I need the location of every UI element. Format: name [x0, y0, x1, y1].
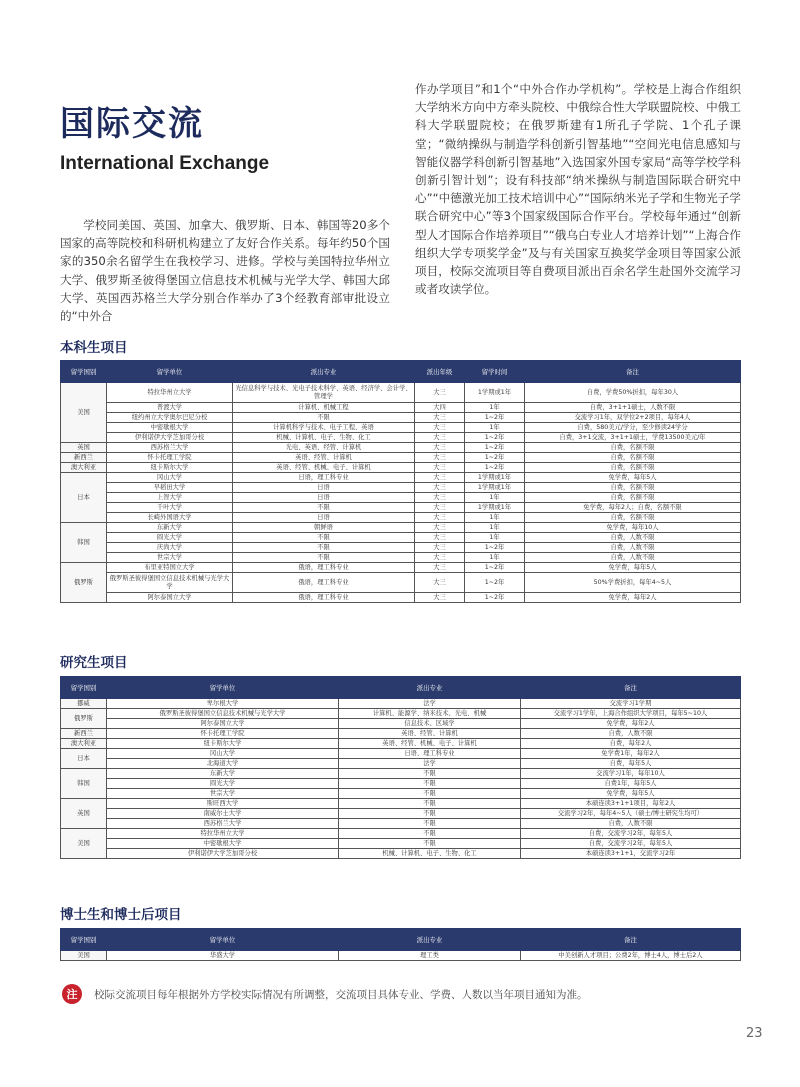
major-cell: 英语、经管、机械、电子、计算机: [339, 739, 521, 749]
note-cell: 自费，3+1交流，3+1+1硕士，学费13500美元/年: [525, 433, 741, 443]
country-cell: 日本: [61, 473, 107, 523]
major-cell: 日语，理工科专业: [233, 473, 415, 483]
table-row: [61, 819, 741, 829]
table-row: [61, 433, 741, 443]
major-cell: 机械、计算机、电子、生物、化工: [233, 433, 415, 443]
major-cell: 俄语，理工科专业: [233, 563, 415, 573]
table-row: [61, 809, 741, 819]
country-cell: 俄罗斯: [61, 709, 107, 729]
header-major: 派出专业: [233, 361, 415, 383]
header-note: 备注: [525, 361, 741, 383]
footnote-text: 校际交流项目每年根据外方学校实际情况有所调整，交流项目具体专业、学费、人数以当年项目通知为准。: [94, 988, 588, 1001]
school-cell: 伊利诺伊大学芝加哥分校: [107, 433, 233, 443]
note-cell: 自费，3+1+1硕士，人数不限: [525, 403, 741, 413]
doctoral-table: [60, 928, 741, 961]
note-cell: 自费，学费50%折扣，每年30人: [525, 383, 741, 403]
major-cell: 光电、英语、经管、计算机: [233, 443, 415, 453]
table-row: [61, 413, 741, 423]
school-cell: 西苏格兰大学: [107, 443, 233, 453]
time-cell: 1年: [465, 403, 525, 413]
time-cell: 1年: [465, 493, 525, 503]
table-row: [61, 789, 741, 799]
table-row: [61, 769, 741, 779]
header-time: 留学时间: [465, 361, 525, 383]
table-row: [61, 383, 741, 403]
school-cell: 圆光大学: [107, 779, 339, 789]
major-cell: 理工类: [339, 951, 521, 961]
note-cell: 自费，名额不限: [525, 453, 741, 463]
header-school: 留学单位: [107, 929, 339, 951]
note-icon: 注: [62, 984, 82, 1004]
header-note: 备注: [521, 677, 741, 699]
grade-cell: 大三: [415, 493, 465, 503]
major-cell: 计算机科学与技术、电子工程、英语: [233, 423, 415, 433]
note-cell: 交流学习2年，每年4~5人（硕士/博士研究生均可）: [521, 809, 741, 819]
table-row: [61, 453, 741, 463]
note-cell: 自费，名额不限: [525, 443, 741, 453]
school-cell: 上智大学: [107, 493, 233, 503]
major-cell: 不限: [339, 819, 521, 829]
note-cell: 交流学习1年，每年10人: [521, 769, 741, 779]
school-cell: 中密歇根大学: [107, 423, 233, 433]
note-cell: 免学费，每年10人: [525, 523, 741, 533]
grade-cell: 大三: [415, 543, 465, 553]
note-cell: 自费，名额不限: [525, 493, 741, 503]
header-country: 留学国别: [61, 361, 107, 383]
table-row: [61, 709, 741, 719]
table-row: [61, 593, 741, 603]
school-cell: 阿尔泰国立大学: [107, 593, 233, 603]
note-cell: 交流学习1年，双学位2+2项目，每年4人: [525, 413, 741, 423]
table-row: [61, 543, 741, 553]
major-cell: 法学: [339, 759, 521, 769]
grade-cell: 大三: [415, 523, 465, 533]
table-row: [61, 483, 741, 493]
school-cell: 纽卡斯尔大学: [107, 739, 339, 749]
country-cell: 新西兰: [61, 453, 107, 463]
time-cell: 1~2年: [465, 453, 525, 463]
table-row: [61, 749, 741, 759]
major-cell: 英语、经管、机械、电子、计算机: [233, 463, 415, 473]
major-cell: 英语、经管、计算机: [339, 729, 521, 739]
page-subtitle: International Exchange: [60, 153, 270, 174]
note-cell: 50%学费折扣，每年4~5人: [525, 573, 741, 593]
table-row: [61, 463, 741, 473]
major-cell: 机械、计算机、电子、生物、化工: [339, 849, 521, 859]
time-cell: 1~2年: [465, 563, 525, 573]
country-cell: 澳大利亚: [61, 463, 107, 473]
major-cell: 不限: [233, 533, 415, 543]
note-cell: 自费，名额不限: [525, 483, 741, 493]
note-cell: 自费，人数不限: [525, 533, 741, 543]
note-cell: 交流学习1学年，上海合作组织大学项目，每年5~10人: [521, 709, 741, 719]
grade-cell: 大三: [415, 383, 465, 403]
graduate-section-title: 研究生项目: [60, 655, 128, 671]
time-cell: 1~2年: [465, 573, 525, 593]
major-cell: 法学: [339, 699, 521, 709]
grade-cell: 大三: [415, 563, 465, 573]
page-title: 国际交流: [60, 104, 204, 144]
header-note: 备注: [521, 929, 741, 951]
table-row: [61, 523, 741, 533]
grade-cell: 大三: [415, 413, 465, 423]
header-major: 派出专业: [339, 677, 521, 699]
time-cell: 1~2年: [465, 443, 525, 453]
note-cell: 自费，名额不限: [525, 463, 741, 473]
table-row: [61, 573, 741, 593]
time-cell: 1年: [465, 513, 525, 523]
country-cell: 新西兰: [61, 729, 107, 739]
time-cell: 1~2年: [465, 433, 525, 443]
note-cell: 自费，交流学习2年，每年5人: [521, 829, 741, 839]
grade-cell: 大三: [415, 483, 465, 493]
header-major: 派出专业: [339, 929, 521, 951]
country-cell: 英国: [61, 799, 107, 829]
table-row: [61, 849, 741, 859]
school-cell: 东新大学: [107, 769, 339, 779]
table-row: [61, 779, 741, 789]
major-cell: 不限: [339, 839, 521, 849]
grade-cell: 大四: [415, 403, 465, 413]
table-row: [61, 503, 741, 513]
table-row: [61, 563, 741, 573]
school-cell: 北海道大学: [107, 759, 339, 769]
major-cell: 计算机、机械工程: [233, 403, 415, 413]
note-cell: 免学费，每年5人: [521, 789, 741, 799]
table-row: [61, 443, 741, 453]
country-cell: 澳大利亚: [61, 739, 107, 749]
time-cell: 1年: [465, 533, 525, 543]
country-cell: 英国: [61, 443, 107, 453]
major-cell: 不限: [339, 809, 521, 819]
grade-cell: 大三: [415, 503, 465, 513]
school-cell: 伊利诺伊大学芝加哥分校: [107, 849, 339, 859]
note-cell: 本硕连读3+1+1，交流学习2年: [521, 849, 741, 859]
table-row: [61, 829, 741, 839]
note-cell: 自费，每年5人: [521, 759, 741, 769]
table-row: [61, 739, 741, 749]
time-cell: 1年: [465, 553, 525, 563]
school-cell: 圆光大学: [107, 533, 233, 543]
page-number: 23: [746, 1026, 763, 1041]
header-country: 留学国别: [61, 677, 107, 699]
note-cell: 免学费，每年5人: [525, 473, 741, 483]
table-row: [61, 533, 741, 543]
country-cell: 韩国: [61, 523, 107, 563]
grade-cell: 大三: [415, 423, 465, 433]
time-cell: 1~2年: [465, 413, 525, 423]
undergrad-table: [60, 360, 741, 603]
school-cell: 华盛大学: [107, 951, 339, 961]
country-cell: 挪威: [61, 699, 107, 709]
major-cell: 光信息科学与技术、光电子技术科学、英语、经济学、会计学、管理学: [233, 383, 415, 403]
table-row: [61, 729, 741, 739]
header-school: 留学单位: [107, 677, 339, 699]
undergrad-section-title: 本科生项目: [60, 340, 128, 356]
major-cell: 英语、经管、计算机: [233, 453, 415, 463]
header-grade: 派出年级: [415, 361, 465, 383]
major-cell: 不限: [339, 799, 521, 809]
note-cell: 免学费，每年2人: [525, 593, 741, 603]
school-cell: 世宗大学: [107, 553, 233, 563]
time-cell: 1学期或1年: [465, 383, 525, 403]
country-cell: 美国: [61, 951, 107, 961]
intro-paragraph-right: 作办学项目”和1个“中外合作办学机构”。学校是上海合作组织大学纳米方向中方牵头院校、中俄综合性大学联盟院校、中俄工科大学联盟院校；在俄罗斯建有1所孔子学院、1个孔子课堂；“微纳操纵与制造学科创新引智基地”“空间光电信息感知与智能仪器学科创新引智基地”入选国家外国专家局“高等学校学科创新引智计划”；设有科技部“纳米操纵与制造国际联合研究中心”“中德激光加工技术培训中心”“国际纳米光子学和生物光子学联合研究中心”等3个国家级国际合作平台。学校每年通过“创新型人才国际合作培养项目”“俄乌白专业人才培养计划”“上海合作组织大学专项奖学金”及与有关国家互换奖学金项目等国家公派项目，校际交流项目等自费项目派出百余名学生赴国外交流学习或者攻读学位。: [415, 82, 741, 297]
table-row: [61, 799, 741, 809]
major-cell: 不限: [233, 543, 415, 553]
table-row: [61, 493, 741, 503]
school-cell: 纽约州立大学奥尔巴尼分校: [107, 413, 233, 423]
grade-cell: 大三: [415, 513, 465, 523]
time-cell: 1学期或1年: [465, 483, 525, 493]
country-cell: 美国: [61, 383, 107, 443]
major-cell: 不限: [339, 769, 521, 779]
table-row: [61, 513, 741, 523]
doctoral-section-title: 博士生和博士后项目: [60, 907, 182, 923]
note-cell: 自费，人数不限: [525, 543, 741, 553]
header-country: 留学国别: [61, 929, 107, 951]
note-cell: 自费，人数不限: [521, 729, 741, 739]
major-cell: 不限: [233, 413, 415, 423]
country-cell: 韩国: [61, 769, 107, 799]
graduate-table: [60, 676, 741, 859]
major-cell: 不限: [339, 789, 521, 799]
grade-cell: 大三: [415, 433, 465, 443]
major-cell: 日语: [233, 493, 415, 503]
country-cell: 日本: [61, 749, 107, 769]
header-school: 留学单位: [107, 361, 233, 383]
table-row: [61, 553, 741, 563]
time-cell: 1学期或1年: [465, 503, 525, 513]
school-cell: 斯旺西大学: [107, 799, 339, 809]
note-cell: 免学费1年，每年2人: [521, 749, 741, 759]
school-cell: 世宗大学: [107, 789, 339, 799]
note-cell: 交流学习1学期: [521, 699, 741, 709]
note-cell: 自费，580美元/学分，至少修读24学分: [525, 423, 741, 433]
table-row: [61, 699, 741, 709]
note-cell: 免学费，每年2人；自费，名额不限: [525, 503, 741, 513]
table-row: [61, 759, 741, 769]
major-cell: 俄语，理工科专业: [233, 573, 415, 593]
school-cell: 长崎外国语大学: [107, 513, 233, 523]
note-cell: 自费，人数不限: [525, 553, 741, 563]
major-cell: 不限: [233, 553, 415, 563]
school-cell: 南威尔士大学: [107, 809, 339, 819]
school-cell: 卑尔根大学: [107, 699, 339, 709]
major-cell: 不限: [339, 829, 521, 839]
grade-cell: 大三: [415, 573, 465, 593]
school-cell: 怀卡托理工学院: [107, 453, 233, 463]
school-cell: 冈山大学: [107, 473, 233, 483]
country-cell: 俄罗斯: [61, 563, 107, 603]
school-cell: 俄罗斯圣彼得堡国立信息技术机械与光学大学: [107, 573, 233, 593]
time-cell: 1学期或1年: [465, 473, 525, 483]
table-row: [61, 719, 741, 729]
footnote: [62, 984, 588, 1004]
school-cell: 怀卡托理工学院: [107, 729, 339, 739]
major-cell: 日语、理工科专业: [339, 749, 521, 759]
grade-cell: 大三: [415, 453, 465, 463]
table-row: [61, 951, 741, 961]
intro-paragraph-left: 学校同美国、英国、加拿大、俄罗斯、日本、韩国等20多个国家的高等院校和科研机构建立了友好合作关系。每年约50个国家的350余名留学生在我校学习、进修。学校与美国特拉华州立大学、俄罗斯圣彼得堡国立信息技术机械与光学大学、韩国大邱大学、英国西苏格兰大学分别合作举办了3个经教育部审批设立的“中外合: [60, 218, 390, 324]
school-cell: 早稻田大学: [107, 483, 233, 493]
major-cell: 俄语，理工科专业: [233, 593, 415, 603]
grade-cell: 大三: [415, 533, 465, 543]
grade-cell: 大三: [415, 553, 465, 563]
school-cell: 中密歇根大学: [107, 839, 339, 849]
school-cell: 纽卡斯尔大学: [107, 463, 233, 473]
school-cell: 特拉华州立大学: [107, 383, 233, 403]
grade-cell: 大三: [415, 463, 465, 473]
time-cell: 1年: [465, 523, 525, 533]
school-cell: 庆尚大学: [107, 543, 233, 553]
school-cell: 千叶大学: [107, 503, 233, 513]
time-cell: 1~2年: [465, 543, 525, 553]
school-cell: 东新大学: [107, 523, 233, 533]
country-cell: 美国: [61, 829, 107, 859]
major-cell: 日语: [233, 483, 415, 493]
time-cell: 1年: [465, 423, 525, 433]
school-cell: 冈山大学: [107, 749, 339, 759]
note-cell: 自费1年，每年5人: [521, 779, 741, 789]
note-cell: 自费，交流学习2年，每年5人: [521, 839, 741, 849]
school-cell: 阿尔泰国立大学: [107, 719, 339, 729]
note-cell: 自费，人数不限: [521, 819, 741, 829]
time-cell: 1~2年: [465, 463, 525, 473]
school-cell: 特拉华州立大学: [107, 829, 339, 839]
table-row: [61, 423, 741, 433]
note-cell: 免学费，每年2人: [521, 719, 741, 729]
grade-cell: 大三: [415, 473, 465, 483]
table-row: [61, 403, 741, 413]
grade-cell: 大三: [415, 443, 465, 453]
major-cell: 日语: [233, 513, 415, 523]
note-cell: 中美创新人才项目；公费2年，博士4人，博士后2人: [521, 951, 741, 961]
school-cell: 西苏格兰大学: [107, 819, 339, 829]
major-cell: 朝鲜语: [233, 523, 415, 533]
major-cell: 不限: [233, 503, 415, 513]
school-cell: 普渡大学: [107, 403, 233, 413]
note-cell: 自费，每年2人: [521, 739, 741, 749]
major-cell: 不限: [339, 779, 521, 789]
school-cell: 俄罗斯圣彼得堡国立信息技术机械与光学大学: [107, 709, 339, 719]
note-cell: 本硕连读3+1+1项目，每年2人: [521, 799, 741, 809]
table-row: [61, 839, 741, 849]
note-cell: 免学费，每年5人: [525, 563, 741, 573]
school-cell: 布里亚特国立大学: [107, 563, 233, 573]
table-row: [61, 473, 741, 483]
note-cell: 自费，名额不限: [525, 513, 741, 523]
time-cell: 1~2年: [465, 593, 525, 603]
grade-cell: 大三: [415, 593, 465, 603]
major-cell: 计算机、能源学、纳米技术、光电、机械: [339, 709, 521, 719]
major-cell: 信息技术、区域学: [339, 719, 521, 729]
